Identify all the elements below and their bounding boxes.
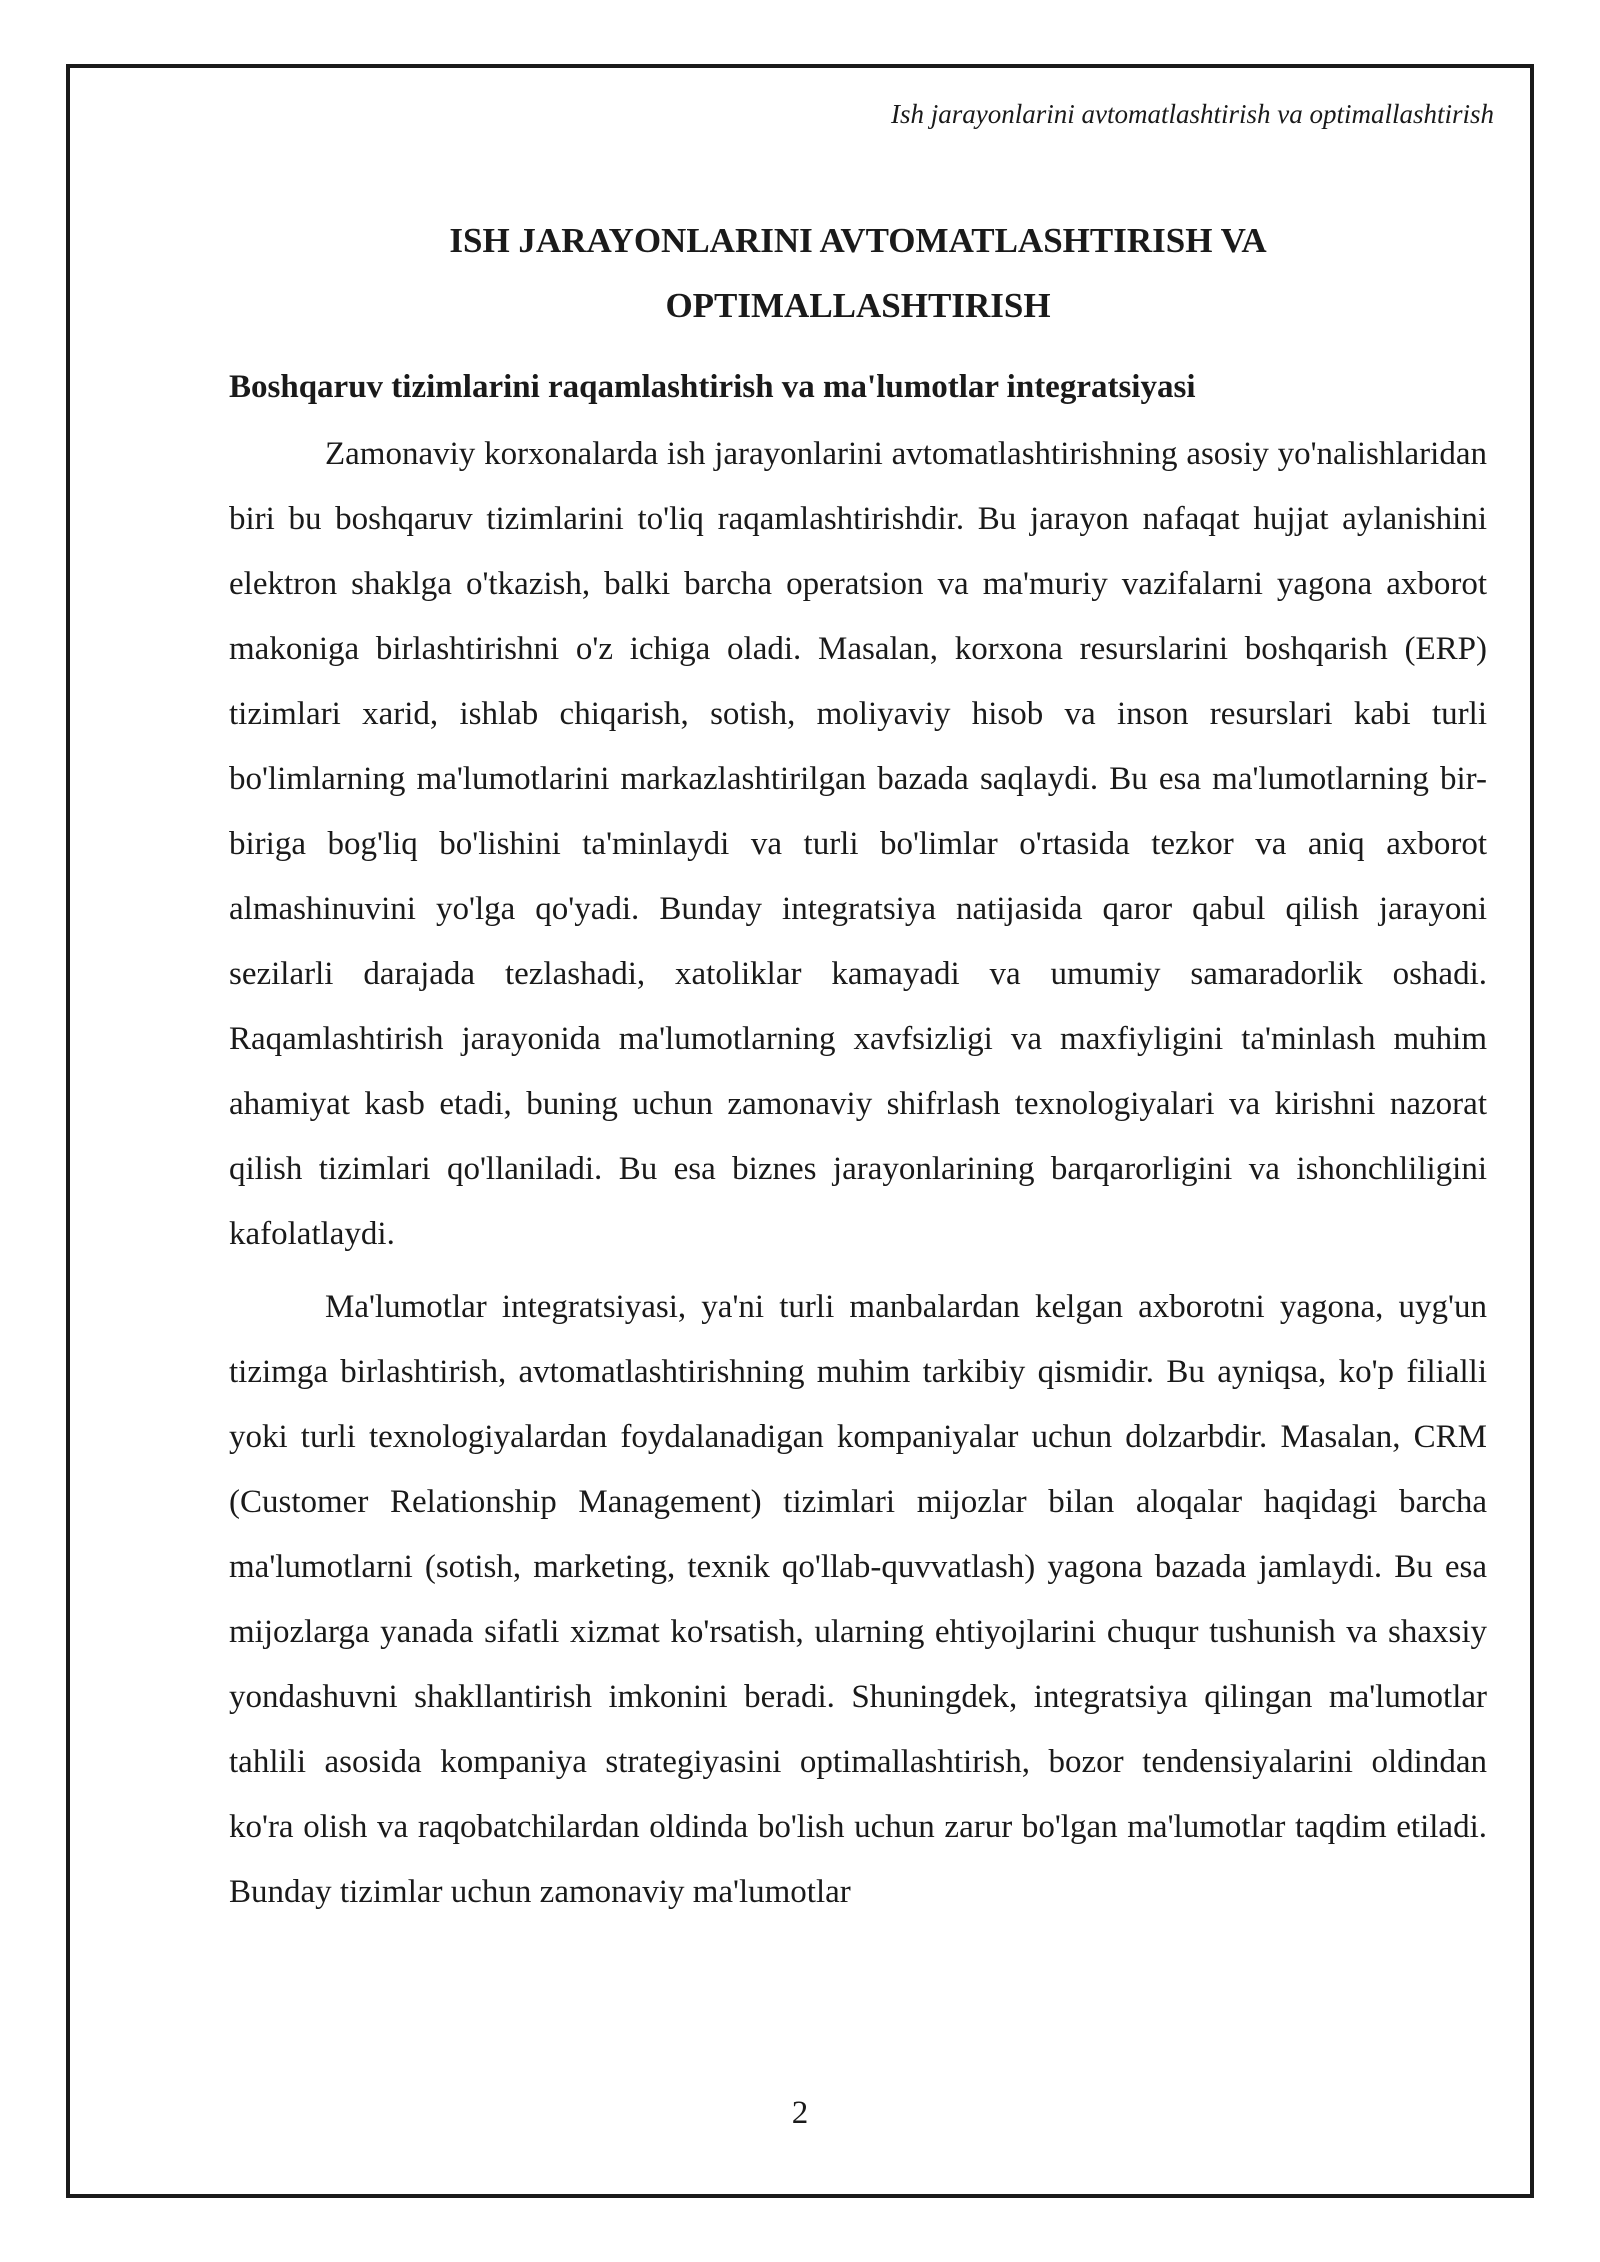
section-heading: Boshqaruv tizimlarini raqamlashtirish va ma'lumotlar integratsiyasi (229, 369, 1196, 405)
document-title-line-1: ISH JARAYONLARINI AVTOMATLASHTIRISH VA (449, 221, 1267, 260)
running-header: Ish jarayonlarini avtomatlashtirish va optimallashtirish (890, 99, 1494, 129)
paragraph-2: Ma'lumotlar integratsiyasi, ya'ni turli manbalardan kelgan axborotni yagona, uyg'un tizimga birlashtirish, avtomatlashtirishning muhim tarkibiy qismidir. Bu ayniqsa, ko'p filialli yoki turli texnologiyalardan foydalanadigan kompaniyalar uchun dolzarbdir. Masalan, CRM (Customer Relationship Management) tizimlari mijozlar bilan aloqalar haqidagi barcha ma'lumotlarni (sotish, marketing, texnik qo'llab-quvvatlash) yagona bazada jamlaydi. Bu esa mijozlarga yanada sifatli xizmat ko'rsatish, ularning ehtiyojlarini chuqur tushunish va shaxsiy yondashuvni shakllantirish imkonini beradi. Shuningdek, integratsiya qilingan ma'lumotlar tahlili asosida kompaniya strategiyasini optimallashtirish, bozor tendensiyalarini oldindan ko'ra olish va raqobatchilardan oldinda bo'lish uchun zarur bo'lgan ma'lumotlar taqdim etiladi. Bunday tizimlar uchun zamonaviy ma'lumotlar (229, 1289, 1487, 1910)
document-title-line-2: OPTIMALLASHTIRISH (665, 286, 1051, 325)
paragraph-1: Zamonaviy korxonalarda ish jarayonlarini avtomatlashtirishning asosiy yo'nalishlaridan biri bu boshqaruv tizimlarini to'liq raqamlashtirishdir. Bu jarayon nafaqat hujjat aylanishini elektron shaklga o'tkazish, balki barcha operatsion va ma'muriy vazifalarni yagona axborot makoniga birlashtirishni o'z ichiga oladi. Masalan, korxona resurslarini boshqarish (ERP) tizimlari xarid, ishlab chiqarish, sotish, moliyaviy hisob va inson resurslari kabi turli bo'limlarning ma'lumotlarini markazlashtirilgan bazada saqlaydi. Bu esa ma'lumotlarning bir-biriga bog'liq bo'lishini ta'minlaydi va turli bo'limlar o'rtasida tezkor va aniq axborot almashinuvini yo'lga qo'yadi. Bunday integratsiya natijasida qaror qabul qilish jarayoni sezilarli darajada tezlashadi, xatoliklar kamayadi va umumiy samaradorlik oshadi. Raqamlashtirish jarayonida ma'lumotlarning xavfsizligi va maxfiyligini ta'minlash muhim ahamiyat kasb etadi, buning uchun zamonaviy shifrlash texnologiyalari va kirishni nazorat qilish tizimlari qo'llaniladi. Bu esa biznes jarayonlarining barqarorligini va ishonchliligini kafolatlaydi. (229, 436, 1487, 1252)
document-title (229, 208, 1487, 338)
page-content (229, 208, 1487, 1925)
page-number: 2 (791, 2095, 809, 2131)
